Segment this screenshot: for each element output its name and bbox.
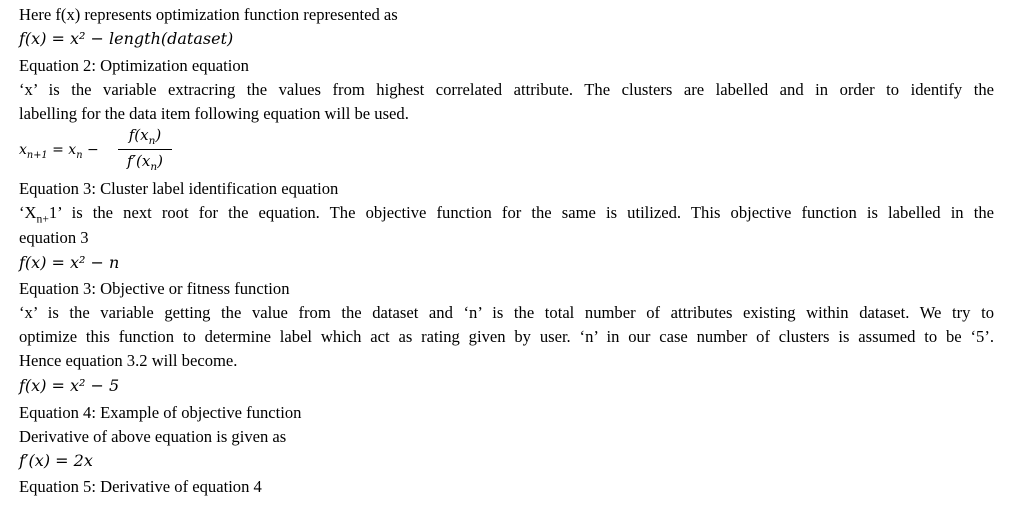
equation-3-caption-a: Equation 3: Cluster label identification equation <box>19 179 339 198</box>
equation-5-caption: Equation 5: Derivative of equation 4 <box>19 477 262 496</box>
newton-lhs: $x_{n+1} = x_n$ − <box>19 142 99 161</box>
derivative-equation: f′(x) = 2x <box>19 451 93 470</box>
newton-denominator: $f'(x_n)$ <box>127 152 163 173</box>
equation-2-caption: Equation 2: Optimization equation <box>19 56 249 75</box>
derivative-intro-line: Derivative of above equation is given as <box>19 427 287 446</box>
paragraph-2-line-2: equation 3 <box>19 228 89 247</box>
paragraph-1-line-1: ‘x’ is the variable extracring the values from highest correlated attribute. The clusters are labelled and in order to identify the <box>19 80 994 99</box>
equation-3-caption-b: Equation 3: Objective or fitness function <box>19 279 290 298</box>
paragraph-2-line-1: ‘$X_{n+}1$’ is the next root for the equation. The objective function for the same is utilized. This objective function is labelled in the <box>19 203 994 226</box>
optimization-equation: f(x) = x² − length(dataset) <box>19 29 234 48</box>
intro-line: Here f(x) represents optimization function represented as <box>19 5 398 24</box>
paragraph-3-line-1: ‘x’ is the variable getting the value from the dataset and ‘n’ is the total number of attributes existing within dataset. We try to <box>19 303 994 322</box>
example-equation: f(x) = x² − 5 <box>19 376 120 395</box>
equation-4-caption: Equation 4: Example of objective function <box>19 403 302 422</box>
paragraph-3-line-3: Hence equation 3.2 will become. <box>19 351 238 370</box>
paragraph-3-line-2: optimize this function to determine label which act as rating given by user. ‘n’ in our case number of clusters is assumed to be ‘5’. <box>19 327 994 346</box>
objective-equation: f(x) = x² − n <box>19 253 120 272</box>
newton-numerator: $f(x_n)$ <box>128 126 162 147</box>
fraction-bar <box>118 149 172 150</box>
paragraph-1-line-2: labelling for the data item following equation will be used. <box>19 104 409 123</box>
